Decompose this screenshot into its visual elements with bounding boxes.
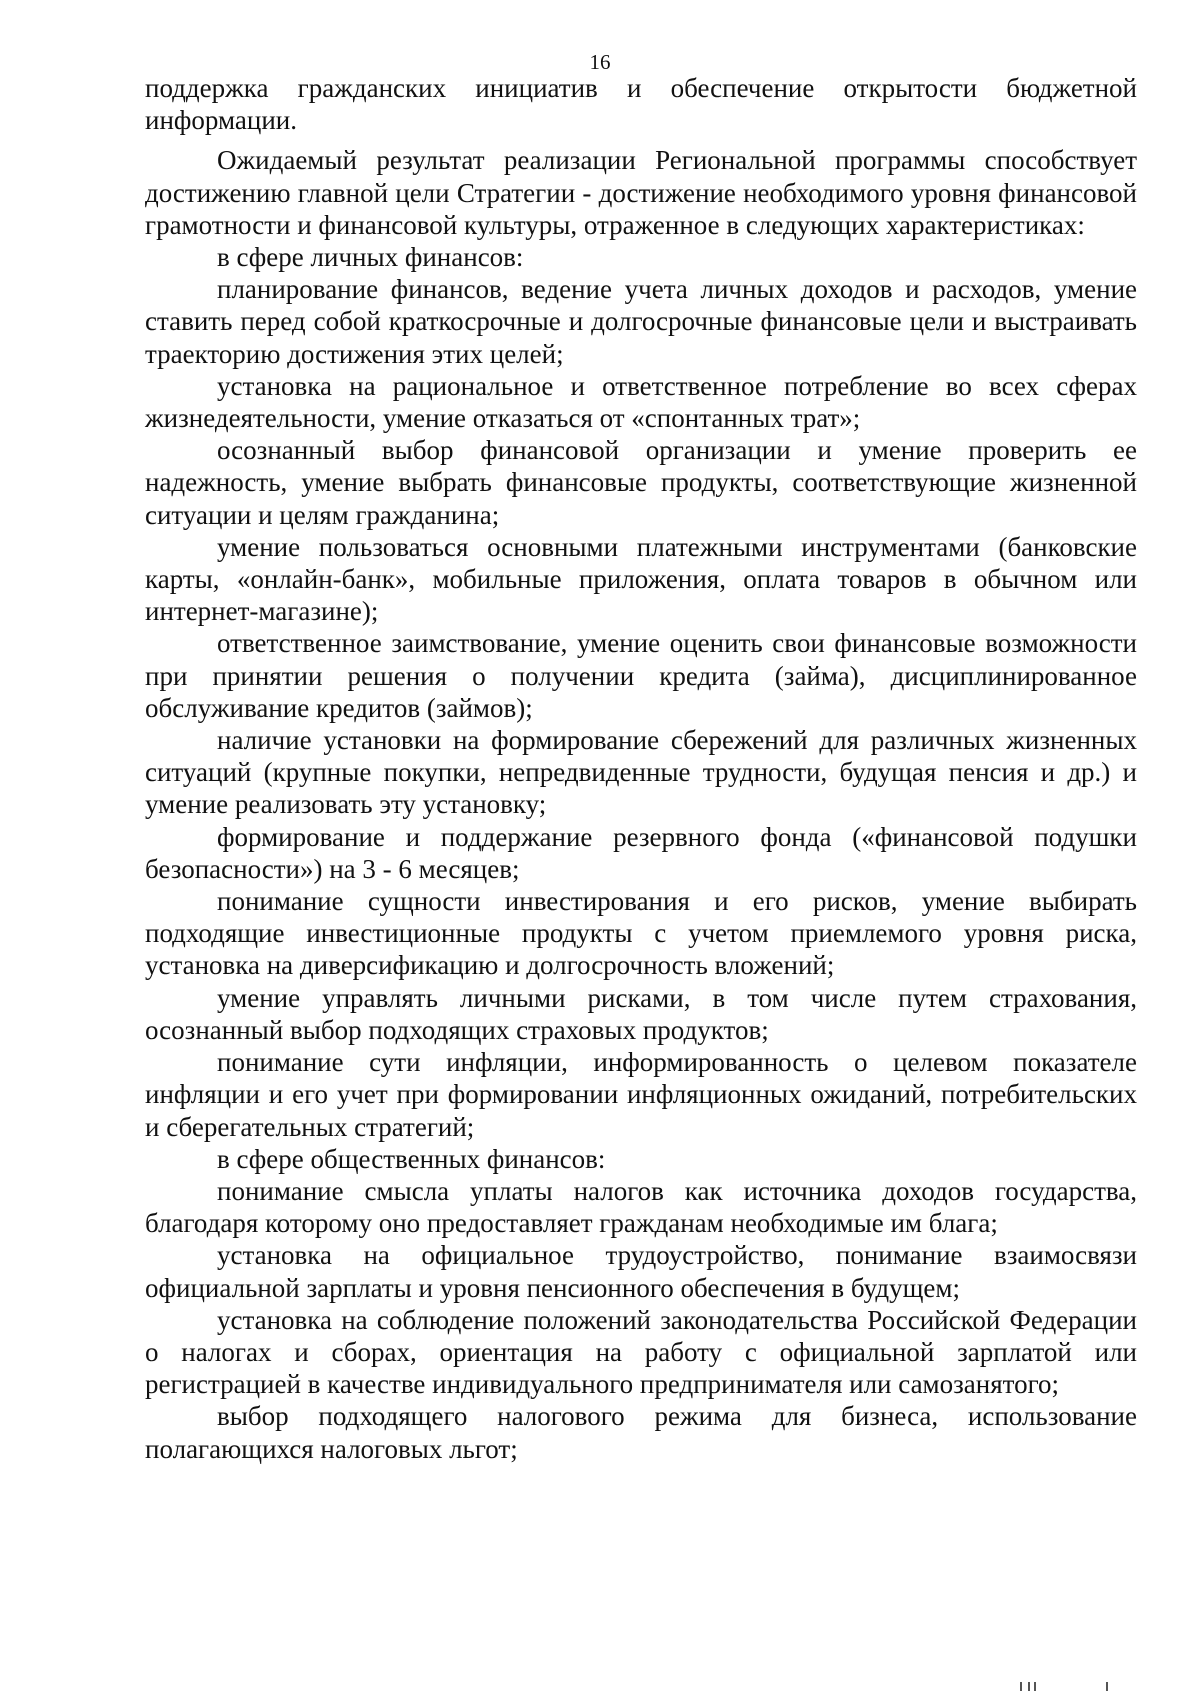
paragraph-item: умение пользоваться основными платежными инструментами (банковские карты, «онлайн-банк», мобильные приложения, оплата товаров в обычном или интернет-магазине); (145, 531, 1137, 627)
paragraph-personal-finance-heading: в сфере личных финансов: (217, 242, 524, 273)
paragraph-item: установка на официальное трудоустройство, понимание взаимосвязи официальной зарплаты и уровня пенсионного обеспечения в будущем; (145, 1240, 1137, 1303)
document-body (145, 72, 1137, 1465)
paragraph-continuation: поддержка гражданских инициатив и обеспечение открытости бюджетной информации. (145, 73, 1137, 136)
paragraph-item: наличие установки на формирование сбережений для различных жизненных ситуаций (крупные покупки, непредвиденные трудности, будущая пенсия и др.) и умение реализовать эту установку; (145, 725, 1137, 820)
scan-artifact-marks (1010, 1681, 1120, 1691)
paragraph-item: формирование и поддержание резервного фонда («финансовой подушки безопасности») на 3 - 6 месяцев; (145, 821, 1137, 884)
paragraph-item: ответственное заимствование, умение оценить свои финансовые возможности при принятии решения о получении кредита (займа), дисциплинированное обслуживание кредитов (займов); (145, 628, 1137, 723)
paragraph-item: выбор подходящего налогового режима для бизнеса, использование полагающихся налоговых льгот; (145, 1401, 1137, 1464)
paragraph-expected-result: Ожидаемый результат реализации Региональной программы способствует достижению главной цели Стратегии - достижение необходимого уровня финансовой грамотности и финансовой культуры, отраженное в следующих характеристиках: (145, 145, 1137, 240)
paragraph-item: осознанный выбор финансовой организации и умение проверить ее надежность, умение выбрать финансовые продукты, соответствующие жизненной ситуации и целям гражданина; (145, 435, 1137, 530)
paragraph-item: установка на соблюдение положений законодательства Российской Федерации о налогах и сборах, ориентация на работу с официальной зарплатой или регистрацией в качестве индивидуального предпринимателя или самозанятого; (145, 1304, 1137, 1400)
paragraph-public-finance-heading: в сфере общественных финансов: (217, 1143, 606, 1174)
page-number: 16 (589, 50, 611, 74)
paragraph-item: понимание сути инфляции, информированность о целевом показателе инфляции и его учет при формировании инфляционных ожиданий, потребительских и сберегательных стратегий; (145, 1047, 1137, 1142)
paragraph-item: умение управлять личными рисками, в том числе путем страхования, осознанный выбор подходящих страховых продуктов; (145, 982, 1137, 1045)
paragraph-item: понимание сущности инвестирования и его рисков, умение выбирать подходящие инвестиционные продукты с учетом приемлемого уровня риска, установка на диверсификацию и долгосрочность вложений; (145, 886, 1137, 981)
paragraph-item: понимание смысла уплаты налогов как источника доходов государства, благодаря которому оно предоставляет гражданам необходимые им блага; (145, 1175, 1137, 1239)
paragraph-item: установка на рациональное и ответственное потребление во всех сферах жизнедеятельности, умение отказаться от «спонтанных трат»; (145, 370, 1137, 434)
paragraph-item: планирование финансов, ведение учета личных доходов и расходов, умение ставить перед собой краткосрочные и долгосрочные финансовые цели и выстраивать траекторию достижения этих целей; (145, 274, 1137, 369)
